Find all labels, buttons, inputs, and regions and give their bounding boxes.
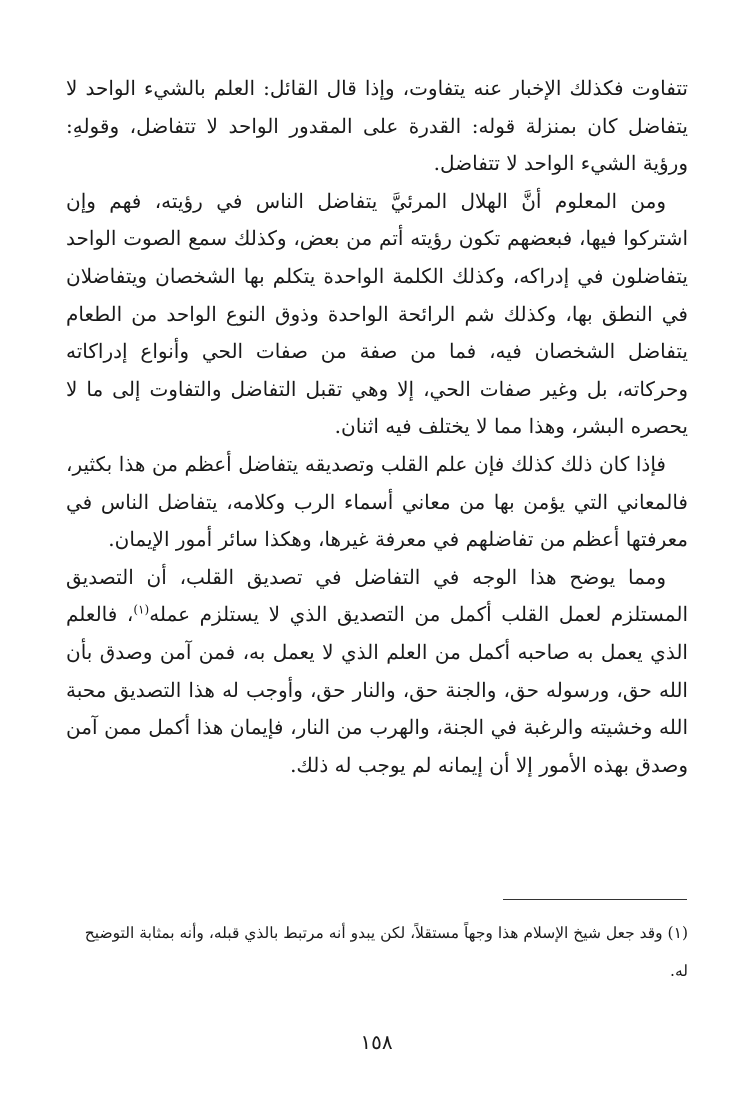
paragraph-text: ومما يوضح هذا الوجه في التفاضل في تصديق القلب، أن التصديق المستلزم لعمل القلب أكمل من التصديق الذي لا يستلزم عمله <box>66 564 688 627</box>
footnote-text: (١) وقد جعل شيخ الإسلام هذا وجهاً مستقلاً، لكن يبدو أنه مرتبط بالذي قبله، وأنه بمثابة التوضيح له. <box>84 924 688 980</box>
main-text <box>66 70 688 784</box>
paragraph-text: ، فالعلم الذي يعمل به صاحبه أكمل من العلم الذي لا يعمل به، فمن آمن وصدق بأن الله حق، ورسوله حق، والجنة حق، والنار حق، وأوجب له هذا التصديق محبة الله وخشيته والرغبة في الجنة، والهرب من النار، فإيمان هذا أكمل ممن آمن وصدق بهذه الأمور إلا أن إيمانه لم يوجب له ذلك. <box>66 602 688 777</box>
paragraph: تتفاوت فكذلك الإخبار عنه يتفاوت، وإذا قال القائل: العلم بالشيء الواحد لا يتفاضل كان بمنزلة قوله: القدرة على المقدور الواحد لا تتفاضل، وقولهِ: ورؤية الشيء الواحد لا تتفاضل. <box>66 76 688 176</box>
page-body <box>66 70 688 784</box>
footnote-reference[interactable]: (١) <box>133 602 150 617</box>
footnote-separator <box>503 899 687 900</box>
paragraph: ومن المعلوم أنَّ الهلال المرئيَّ يتفاضل الناس في رؤيته، فهم وإن اشتركوا فيها، فبعضهم تكون رؤيته أتم من بعض، وكذلك سمع الصوت الواحد يتفاضلون في إدراكه، وكذلك الكلمة الواحدة يتكلم بها الشخصان ويتفاضلان في النطق بها، وكذلك شم الرائحة الواحدة وذوق النوع الواحد من الطعام يتفاضل الشخصان فيه، فما من صفة من صفات الحي وأنواع إدراكاته وحركاته، بل وغير صفات الحي، إلا وهي تقبل التفاضل والتفاوت إلى ما لا يحصره البشر، وهذا مما لا يختلف فيه اثنان. <box>66 188 688 439</box>
page-number: ١٥٨ <box>360 1030 393 1054</box>
paragraph <box>66 559 688 785</box>
footnote <box>66 914 688 990</box>
paragraph: فإذا كان ذلك كذلك فإن علم القلب وتصديقه يتفاضل أعظم من هذا بكثير، فالمعاني التي يؤمن بها من معاني أسماء الرب وكلامه، يتفاضل الناس في معرفتها أعظم من تفاضلهم في معرفة غيرها، وهكذا سائر أمور الإيمان. <box>66 451 688 552</box>
